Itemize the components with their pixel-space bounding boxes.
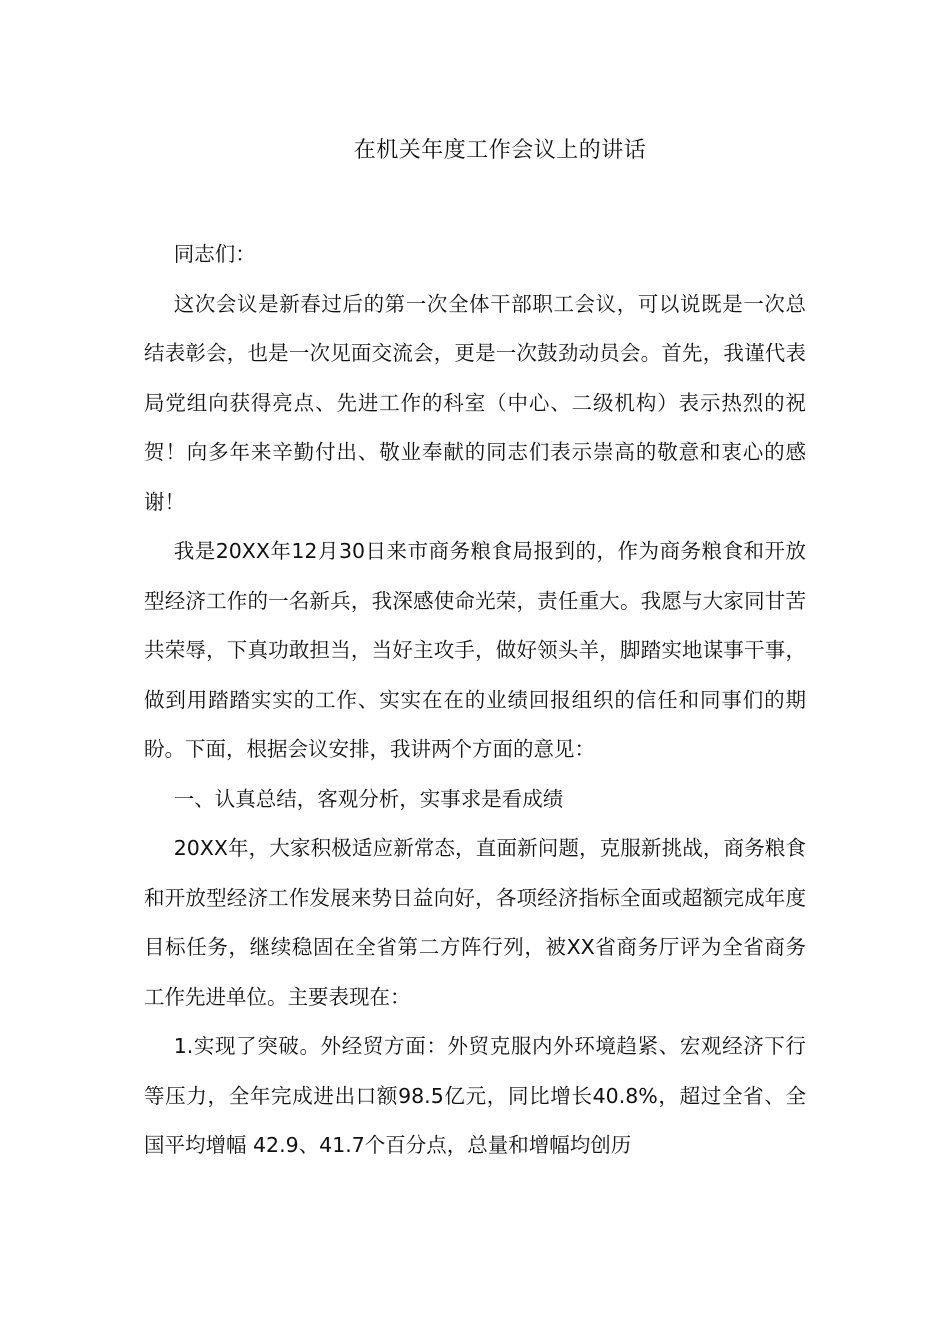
section-heading: 一、认真总结，客观分析，实事求是看成绩 — [173, 786, 564, 811]
summary-paragraph: 20XX年，大家积极适应新常态，直面新问题，克服新挑战，商务粮食和开放型经济工作发展来势日益向好，各项经济指标全面或超额完成年度目标任务，继续稳固在全省第二方阵行列，被XX省商务厅评为全省商务工作先进单位。主要表现在： — [144, 836, 806, 1009]
salutation-paragraph: 同志们： — [173, 242, 256, 266]
introduction-paragraph: 我是20XX年12月30日来市商务粮食局报到的，作为商务粮食和开放型经济工作的一名新兵，我深感使命光荣，责任重大。我愿与大家同甘苦共荣辱，下真功敢担当，当好主攻手，做好领头羊，脚踏实地谋事干事，做到用踏踏实实的工作、实实在在的业绩回报组织的信任和同事们的期盼。下面，根据会议安排，我讲两个方面的意见： — [144, 539, 806, 761]
document-body — [144, 230, 806, 1171]
document-title: 在机关年度工作会议上的讲话 — [353, 138, 647, 163]
breakthrough-paragraph: 1.实现了突破。外经贸方面：外贸克服内外环境趋紧、宏观经济下行等压力，全年完成进出口额98.5亿元，同比增长40.8%，超过全省、全国平均增幅 42.9、41.7个百分点，总量和增幅均创历 — [144, 1034, 806, 1157]
opening-paragraph: 这次会议是新春过后的第一次全体干部职工会议，可以说既是一次总结表彰会，也是一次见面交流会，更是一次鼓劲动员会。首先，我谨代表局党组向获得亮点、先进工作的科室（中心、二级机构）表示热烈的祝贺！向多年来辛勤付出、敬业奉献的同志们表示崇高的敬意和衷心的感谢！ — [144, 291, 806, 514]
